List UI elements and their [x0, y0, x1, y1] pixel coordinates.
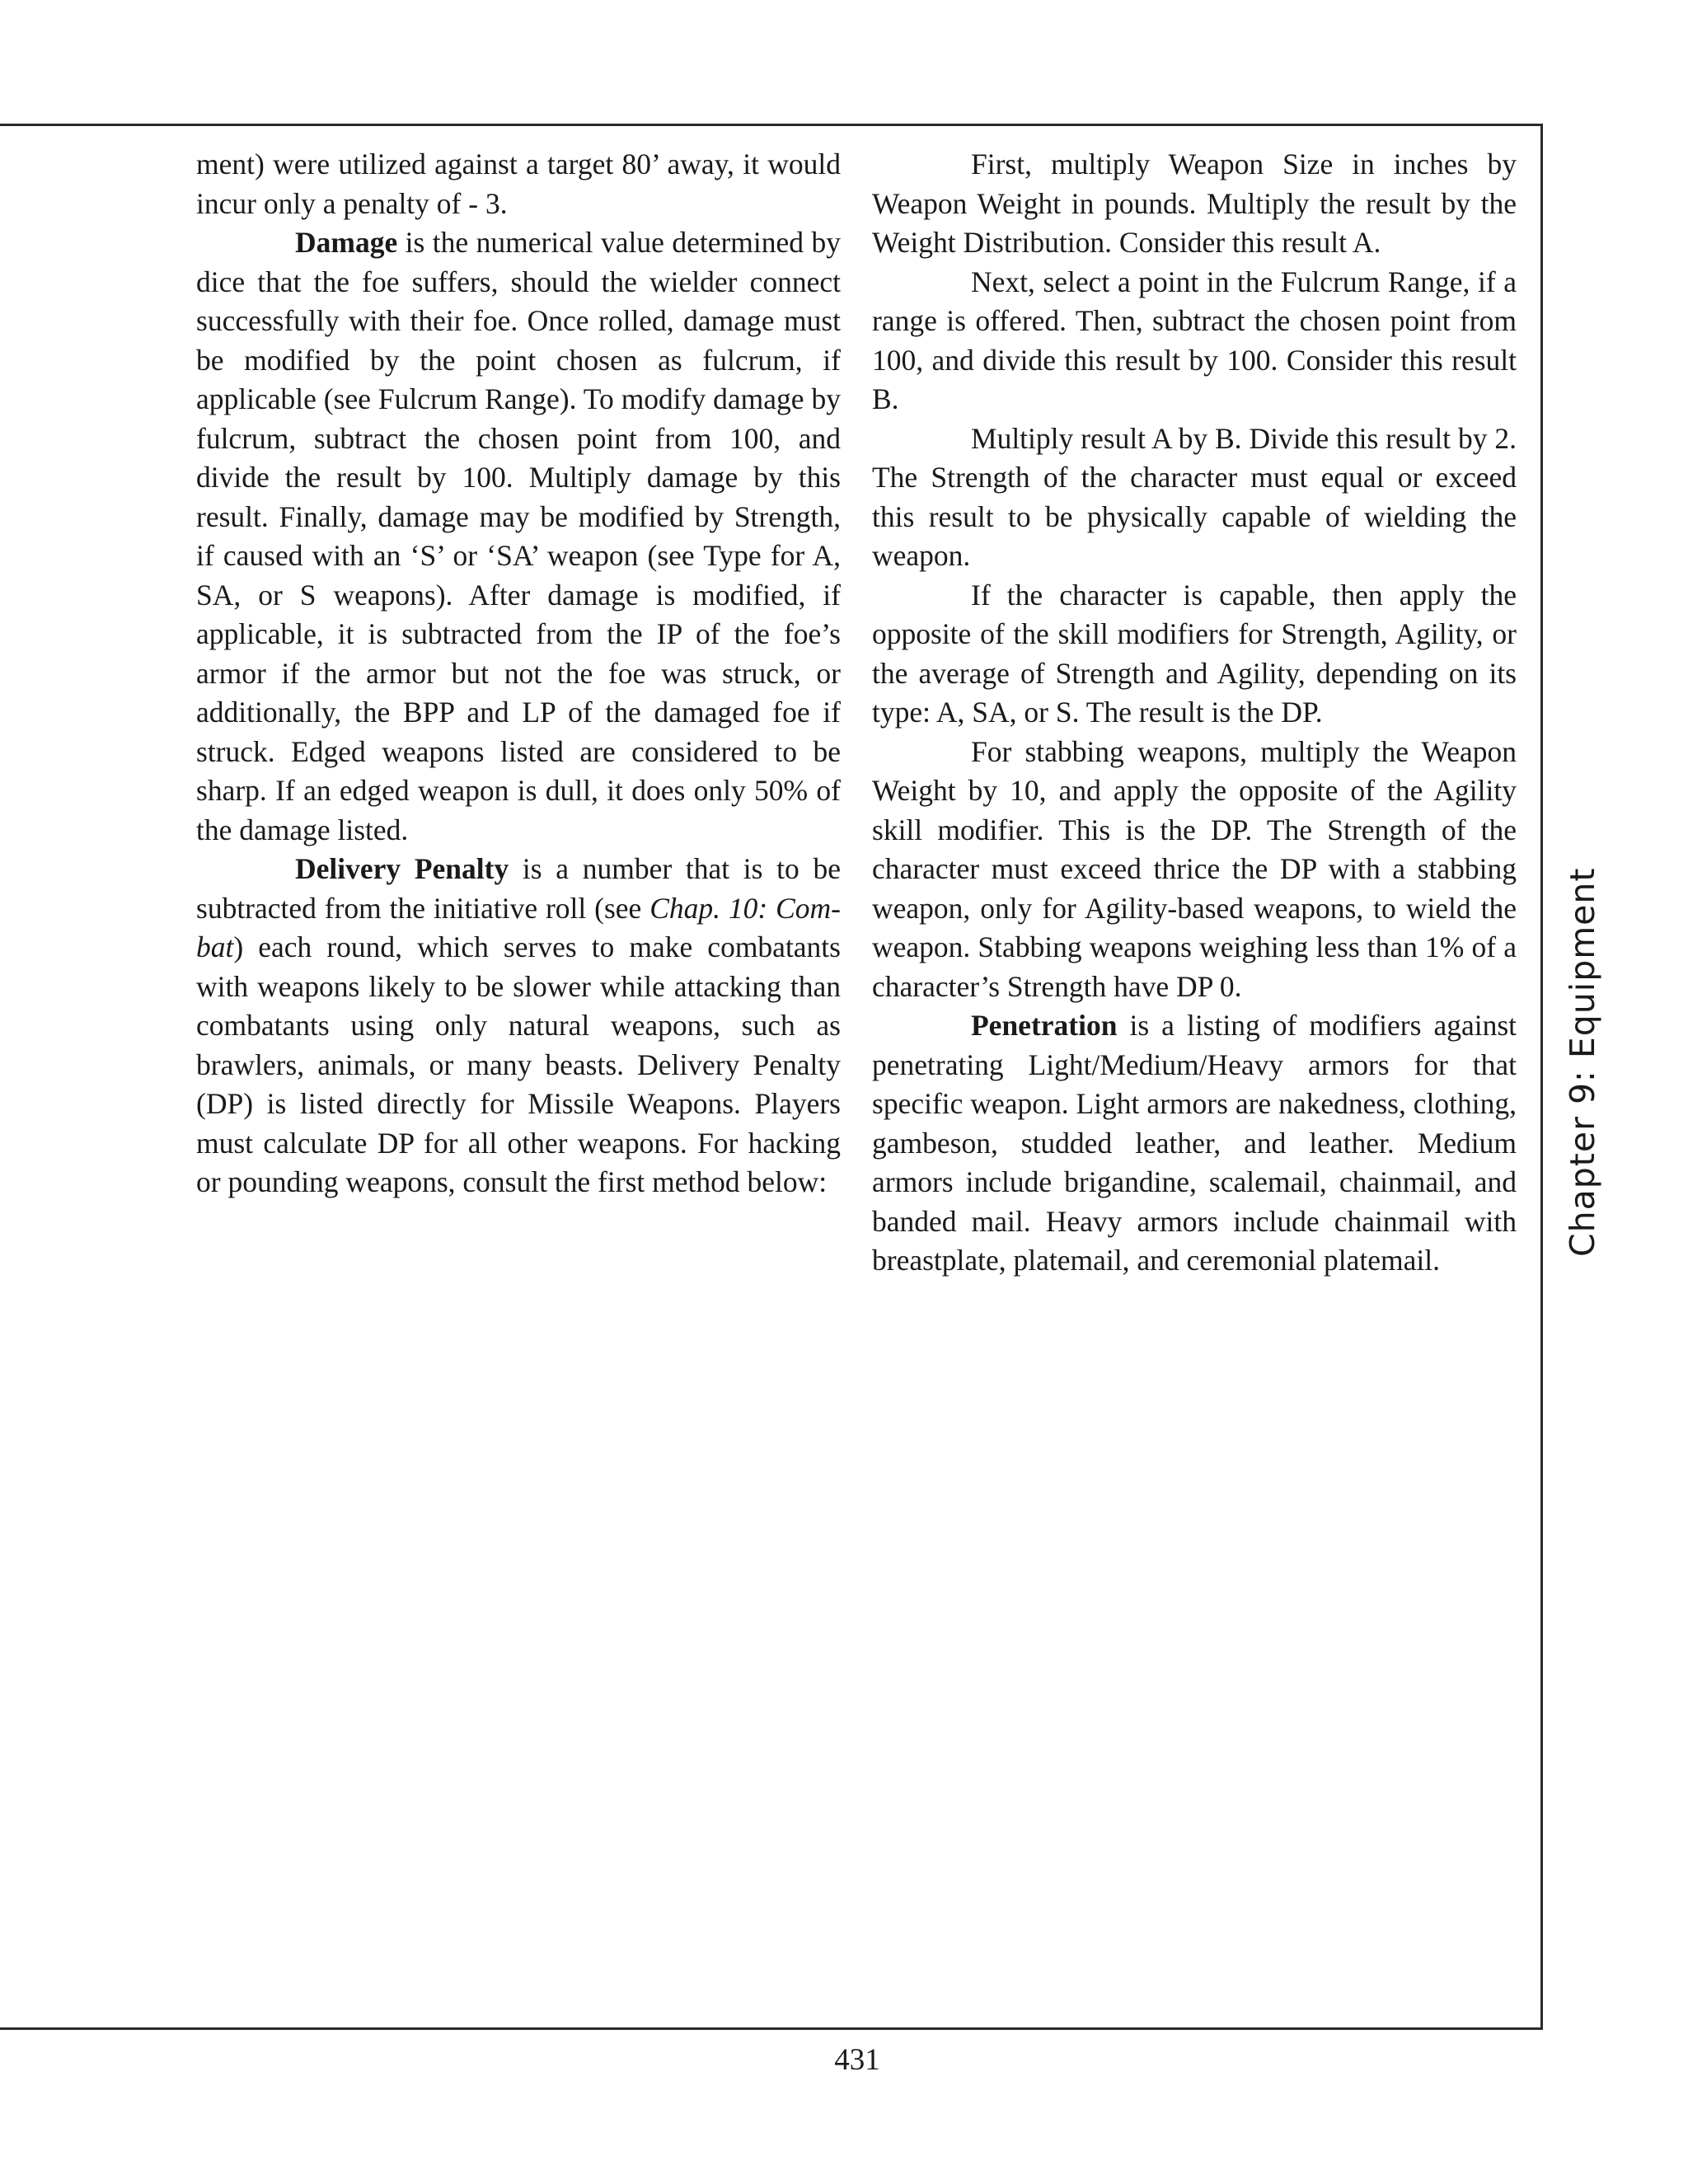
paragraph-dp-result: If the character is capable, then apply the opposite of the skill modifiers for Strength, Agility, or the average of Strength and Agility, depending on its type: A, SA, or S. The result is the DP. [872, 578, 1517, 729]
penetration-definition: is a listing of modifiers against penetrating Light/Medium/Heavy armors for that specific weapon. Light armors are nakedness, clothing, gambeson, studded leather, and leather. Medium armors include brigandine, scalemail, chainmail, and banded mail. Heavy armors include chainmail with breastplate, platemail, and ceremonial platemail. [872, 1009, 1517, 1277]
paragraph-stabbing-weapons: For stabbing weapons, multiply the Weapon Weight by 10, and apply the opposite of the Agility skill modifier. This is the DP. The Strength of the character must exceed thrice the DP with a stabbing weapon, only for Agility-based weapons, to wield the weapon. Stabbing weapons weighing less than 1% of a character’s Strength have DP 0. [872, 734, 1517, 1003]
paragraph-delivery-penalty [196, 850, 841, 1202]
paragraph-step-a: First, multiply Weapon Size in inches by Weapon Weight in pounds. Multiply the result by the Weight Distribution. Consider this result A. [872, 148, 1517, 259]
chapter-side-tab: Chapter 9: Equipment [1563, 867, 1602, 1257]
page-frame-top-rule [0, 124, 1543, 126]
paragraph-continuation: ment) were utilized against a target 80’ away, it would incur only a penalty of - 3. [196, 148, 841, 220]
paragraph-step-b: Next, select a point in the Fulcrum Range, if a range is offered. Then, subtract the chosen point from 100, and divide this result by 100. Consider this result B. [872, 265, 1517, 415]
damage-definition: is the numerical value determined by dice that the foe suffers, should the wielder connect successfully with their foe. Once rolled, damage must be modified by the point chosen as fulcrum, if applicable (see Fulcrum Range). To modify damage by fulcrum, subtract the chosen point from 100, and divide the result by 100. Multiply damage by this result. Finally, damage may be modified by Strength, if caused with an ‘S’ or ‘SA’ weapon (see Type for A, SA, or S weapons). After damage is modified, if applicable, it is subtracted from the IP of the foe’s armor if the armor but not the foe was struck, or additionally, the BPP and LP of the damaged foe if struck. Edged weapons listed are considered to be sharp. If an edged weapon is dull, it does only 50% of the damage listed. [196, 226, 841, 846]
term-delivery-penalty: Delivery Penalty [295, 852, 509, 885]
paragraph-strength-check: Multiply result A by B. Divide this result by 2. The Strength of the character must equal or exceed this result to be physically capable of wielding the weapon. [872, 421, 1517, 572]
delivery-penalty-definition-start: is a number that is to be subtracted from the initiative roll (see [196, 852, 841, 925]
page-frame-right-rule [1540, 124, 1543, 2030]
paragraph-damage [196, 223, 841, 850]
term-damage: Damage [295, 226, 398, 259]
page-frame-bottom-rule [0, 2027, 1543, 2030]
page-number: 431 [834, 2043, 880, 2077]
term-penetration: Penetration [971, 1009, 1118, 1042]
paragraph-penetration [872, 1006, 1517, 1281]
delivery-penalty-definition-end: ) each round, which serves to make combatants with weapons likely to be slower while attacking than combatants using only natural weapons, such as brawlers, animals, or many beasts. Delivery Penalty (DP) is listed directly for Missile Weapons. Players must calculate DP for all other weapons. For hacking or pounding weapons, consult the first method below: [196, 930, 841, 1198]
chapter-reference: Chap. 10: Combat [196, 891, 841, 963]
right-text-column [872, 145, 1517, 1281]
left-text-column [196, 145, 841, 1202]
